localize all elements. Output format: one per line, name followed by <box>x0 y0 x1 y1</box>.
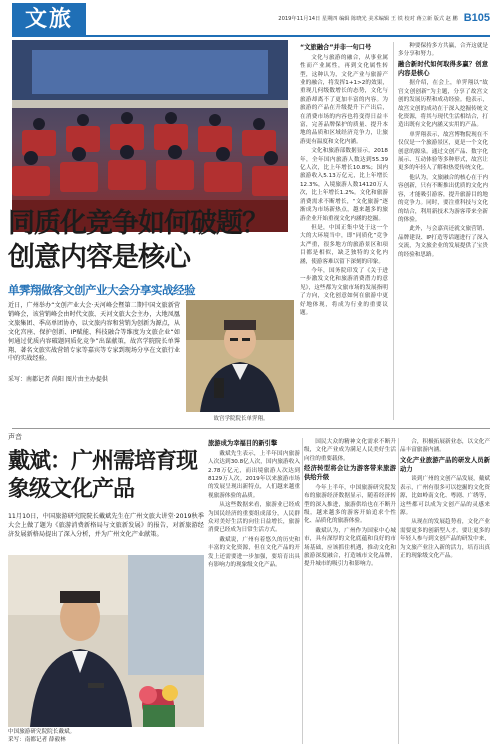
section-subheading: 经济转型将会让为游客带来旅游供给升级 <box>304 465 396 482</box>
section-title: 文旅 <box>12 3 86 35</box>
bottom-column-3 <box>400 438 490 744</box>
body-paragraph: 此外，与会嘉宾还就文旅营销、品牌建设、IP打造等话题进行了深入交流，为文旅企业的发展提供了宝贵的经验和思路。 <box>398 226 488 258</box>
section-subheading: 旅游成为幸福目的新引擎 <box>208 440 278 447</box>
headline-line-1: 同质化竞争如何破题？ <box>8 208 268 239</box>
body-paragraph: 从这些数据来看，旅游业已经成为国民经济的重要组成部分，人民群众对美好生活的向往日益增长，旅游消费已经成为日常生活方式。 <box>208 502 300 534</box>
speaker-caption <box>8 728 204 744</box>
column-divider <box>393 42 394 420</box>
body-paragraph: 文化与旅游的融合，从事业属性而产业属性，再到文化属性转型，这种认为，文化产业与旅游产业的融合，将发挥1+1>2的效果，重现几何级数增长的态势，文化与旅游却离不了更加丰富的内容。为旅游的产品在升级提升下产出后，在消费市场的内容也将变得日益丰富，完善品牌保护的质量、提升本地的品质和区域经济竞争力，让旅游更有温度和文化内涵。 <box>300 54 388 145</box>
article-column-2 <box>398 42 488 420</box>
portrait-photo <box>186 300 294 412</box>
body-paragraph: 文化和旅游部数据显示，2018年，全年国内旅游人数达到55.39亿人次，比上年增长10.8%；国内旅游收入5.13万亿元，比上年增长12.3%，入境旅游人数14120万人次，比上年增长1.2%。文化和旅游消费需求不断增长，“文化旅游”逐渐成为市场新热点，越来越多的旅游企业开始重视文化内涵的挖掘。 <box>300 148 388 222</box>
bottom-column-2 <box>304 438 396 744</box>
body-paragraph: 单霁翔表示，故宫博物院现在不仅仅是一个旅游景区，更是一个文化创意的源泉。通过文创产品、数字化展示、互动体验等多种形式，故宫让更多的年轻人了解和热爱传统文化。 <box>398 131 488 172</box>
body-paragraph: 合，积极拓展新业态，以文化产品丰富旅游内涵。 <box>400 439 490 454</box>
photo-caption: 中国旅游研究院院长戴斌。 <box>8 729 76 735</box>
body-paragraph: 戴斌先生表示，上半年国内旅游人次达到30.8亿人次，国内旅游收入2.78万亿元，而出境旅游人次达到8129万人次。2019年以来旅游市场的发展呈现出新特点，人们越来越重视旅游体验的品质。 <box>208 450 300 499</box>
subheadline: 单霁翔做客文创产业大会分享实战经验 <box>8 283 195 297</box>
body-paragraph: 今年，国务院印发了《关于进一步激发文化和旅游消费潜力的意见》，这些都为文旅市场的发展指明了方向，文化创意如何在旅游中更好地体现，将成为行业的重要议题。 <box>300 267 388 316</box>
speaker-photo <box>8 555 204 727</box>
body-paragraph: 但是，中国正集中处于这一个大的大环境当中，即“同质化”竞争太严重，很多地方的旅游景区和项目都是相似，缺乏独特的文化内涵，使游客难以留下深刻的印象。 <box>300 224 388 265</box>
date-line: 2019年11月14日 星期四 编辑 陈晓光 美术编辑 王 铁 校对 蒋立新 版式 赵 鹏 <box>278 15 458 22</box>
body-paragraph: 戴斌认为，广州作为国家中心城市，具有深厚的文化底蕴和良好的市场基础，应该抓住机遇，推动文化和旅游深度融合，打造城市文化品牌，提升城市的吸引力和影响力。 <box>304 527 396 568</box>
header-divider <box>12 35 490 37</box>
voice-label: 声音 <box>8 433 22 441</box>
body-paragraph: 戴斌说，广州有着悠久的历史和丰富的文化资源，但在文化产品的开发上还需要进一步加强，要培育出具有影响力的现象级文化产品。 <box>208 536 300 569</box>
body-paragraph: 谈到广州的文创产品发展，戴斌表示，广州有很多可以挖掘的文化资源，比如岭南文化、粤剧、广绣等，这些都可以成为文创产品的灵感来源。 <box>400 476 490 517</box>
lead-paragraph: 近日，广州举办“文创产业大会·天河峰会暨第二期中国文旅新营销峰会，该营销峰会由时代文旅、天河文旅大会主办，大地凤凰文旅集团、季高单团协办，以文旅内容和营销为创新为源点，从文化宫座、保护创新、IP赋能、科技融合等维度为文旅企业“如何通过优质内容破题同质化竞争”出谋献策，故宫学院院长单霁翔、著名文旅实战营销专家等嘉宾等专家到现场分享在文旅行业中的实战经验。 <box>8 302 180 363</box>
headline-line-2: 创意内容是核心 <box>8 242 190 273</box>
body-paragraph: 据介绍，在会上，单霁翔以“故宫文创创新”为主题，分享了故宫文创的发展历程和成功经验。他表示，故宫文创的成功在于深入挖掘传统文化资源，将其与现代生活相结合，打造出既有文化内涵又实用的产品。 <box>398 80 488 129</box>
body-paragraph: 种要保持多方共赢，合齐这就是多分享和努力。 <box>398 43 488 58</box>
section-divider <box>12 428 490 429</box>
portrait-caption: 故宫学院院长单霁翔。 <box>213 416 269 422</box>
column-divider <box>302 438 303 744</box>
photo-credit: 采写：南都记者 尚阳 图片由主办提供 <box>8 376 108 383</box>
conference-photo <box>12 40 288 232</box>
bottom-headline: 戴斌：广州需培育现象级文化产品 <box>8 449 198 502</box>
bottom-lead-paragraph: 11月10日，中国旅游研究院院长戴斌先生在广州文旅大讲堂·2019秋季大会上做了题为《旅游消费新格局与文旅新发展》的报告，对新旅游经济发展新格局提出了深入分析，并为广州文化产业献策。 <box>8 513 204 538</box>
section-subheading: 融合新时代如何取得多赢？创意内容是核心 <box>398 60 488 77</box>
body-paragraph: 从现在的发展趋势看，文化产业需要更多的创新型人才。要让更多的年轻人参与到文创产品的研发中来，为文旅产业注入新的活力，培育出真正的现象级文化产品。 <box>400 519 490 560</box>
reporter-credit: 采写：南都记者 薛毅林 <box>8 737 66 743</box>
column-divider <box>398 438 399 744</box>
page-number: B105 <box>463 12 490 24</box>
body-paragraph: 他认为，文旅融合的核心在于内容创新，只有不断推出优质的文化内容，才能吸引游客，提升旅游目的地的竞争力。同时，要注重科技与文化的结合，利用新技术为游客带来全新的体验。 <box>398 174 488 223</box>
section-subheading: “文旅融合”并非一句口号 <box>300 44 372 51</box>
section-subheading: 文化产业旅游产品的研发人员新动力 <box>400 456 490 473</box>
article-column-1 <box>300 42 388 420</box>
body-paragraph: 国民大众的精神文化需求不断升级，文化产业成为满足人民美好生活向往的重要载体。 <box>304 439 396 462</box>
body-paragraph: 今年上半年，中国旅游研究院发布的旅游经济数据显示，随着经济转型的深入推进，旅游供给也在不断升级，越来越多的游客开始追求个性化、品质化的旅游体验。 <box>304 484 396 525</box>
bottom-column-1 <box>208 438 300 744</box>
page-header <box>90 10 490 26</box>
